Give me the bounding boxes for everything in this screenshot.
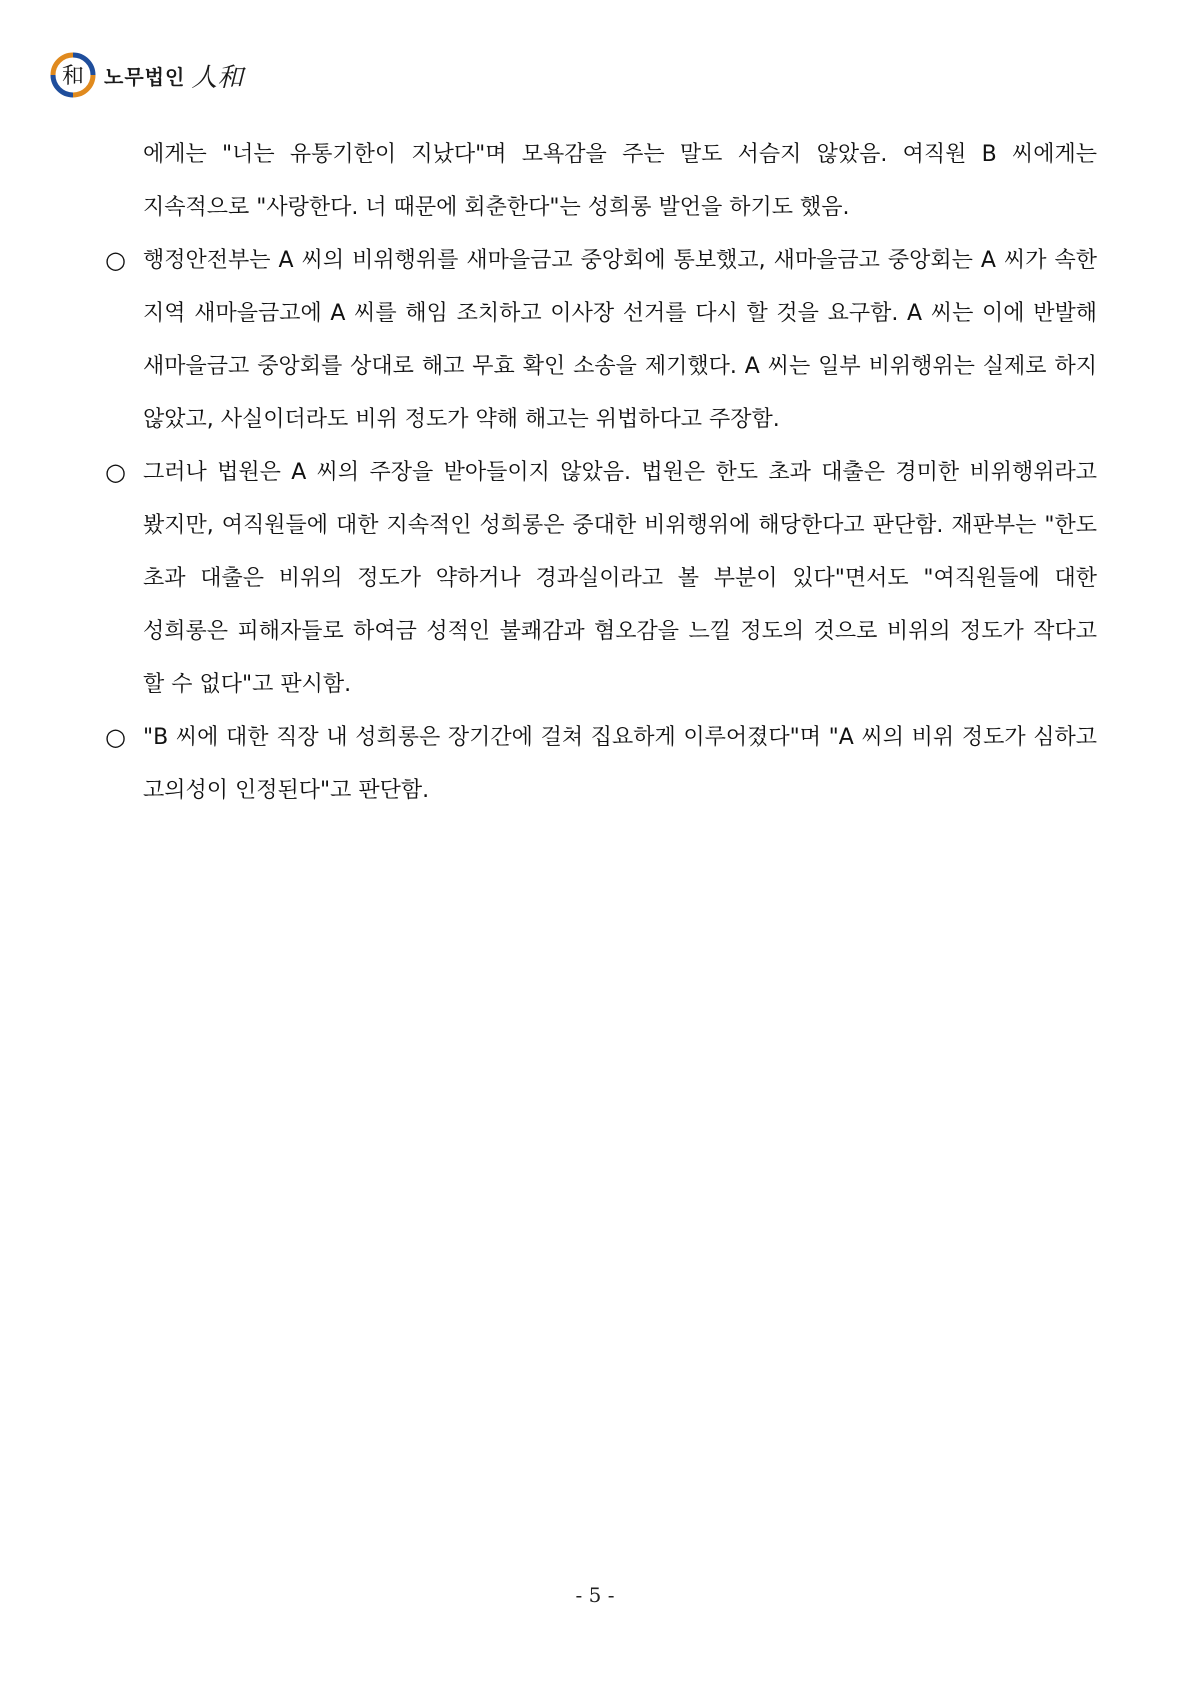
- bullet-paragraph: [105, 234, 1097, 446]
- paragraph-continuation: [105, 128, 1097, 234]
- firm-hanja: 人和: [191, 62, 244, 93]
- firm-name: 노무법인: [104, 64, 186, 89]
- page-number: - 5 -: [575, 1583, 615, 1607]
- bullet-paragraph: [105, 711, 1097, 817]
- bullet-paragraph: [105, 446, 1097, 711]
- header: [50, 50, 243, 100]
- paragraph-text: 행정안전부는 A 씨의 비위행위를 새마을금고 중앙회에 통보했고, 새마을금고 중앙회는 A 씨가 속한 지역 새마을금고에 A 씨를 해임 조치하고 이사장 선거를 다시 할 것을 요구함. A 씨는 이에 반발해 새마을금고 중앙회를 상대로 해고 무효 확인 소송을 제기했다. A 씨는 일부 비위행위는 실제로 하지 않았고, 사실이더라도 비위 정도가 약해 해고는 위법하다고 주장함.: [143, 248, 1097, 432]
- paragraph-text: 에게는 "너는 유통기한이 지났다"며 모욕감을 주는 말도 서슴지 않았음. 여직원 B 씨에게는 지속적으로 "사랑한다. 너 때문에 회춘한다"는 성희롱 발언을 하기도 했음.: [143, 142, 1097, 220]
- circle-bullet-icon: ○: [105, 246, 126, 274]
- firm-logo-icon: [50, 52, 96, 98]
- logo-glyph: 和: [61, 64, 85, 89]
- paragraph-text: 그러나 법원은 A 씨의 주장을 받아들이지 않았음. 법원은 한도 초과 대출은 경미한 비위행위라고 봤지만, 여직원들에 대한 지속적인 성희롱은 중대한 비위행위에 해당한다고 판단함. 재판부는 "한도 초과 대출은 비위의 정도가 약하거나 경과실이라고 볼 부분이 있다"면서도 "여직원들에 대한 성희롱은 피해자들로 하여금 성적인 불쾌감과 혐오감을 느낄 정도의 것으로 비위의 정도가 작다고 할 수 없다"고 판시함.: [143, 460, 1097, 697]
- circle-bullet-icon: ○: [105, 458, 126, 486]
- document-body: [105, 128, 1097, 817]
- paragraph-text: "B 씨에 대한 직장 내 성희롱은 장기간에 걸쳐 집요하게 이루어졌다"며 "A 씨의 비위 정도가 심하고 고의성이 인정된다"고 판단함.: [143, 725, 1097, 803]
- circle-bullet-icon: ○: [105, 723, 126, 751]
